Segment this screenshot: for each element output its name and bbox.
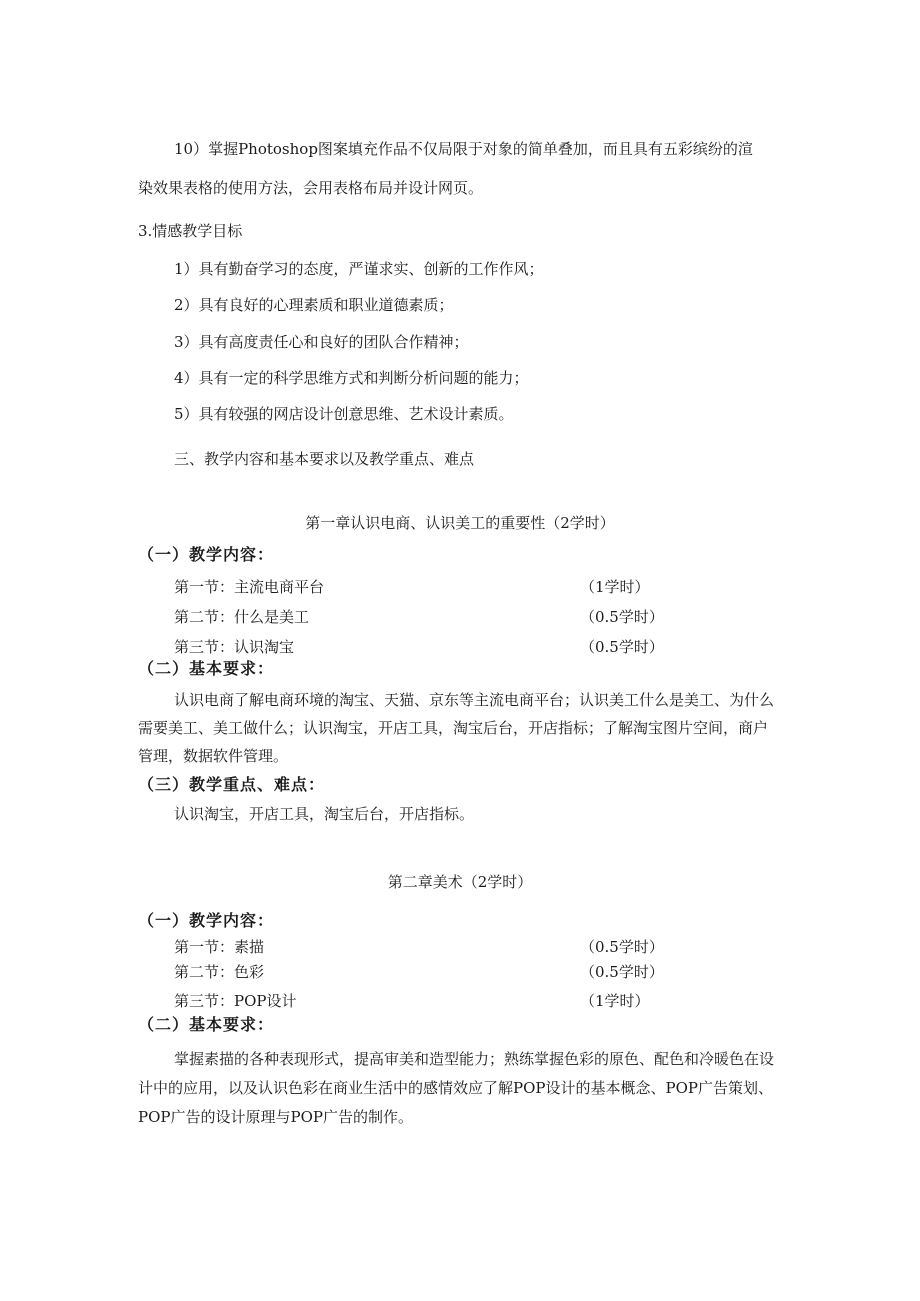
chapter-2-section-hours: （1学时）	[580, 992, 650, 1010]
chapter-2-requirements-line: 掌握素描的各种表现形式，提高审美和造型能力；熟练掌握色彩的原色、配色和冷暖色在设	[174, 1050, 775, 1068]
chapter-1-requirements-line: 需要美工、美工做什么；认识淘宝，开店工具，淘宝后台，开店指标；了解淘宝图片空间，商户	[138, 719, 769, 737]
affective-item: 4）具有一定的科学思维方式和判断分析问题的能力；	[174, 369, 529, 387]
affective-item: 3）具有高度责任心和良好的团队合作精神；	[174, 333, 469, 351]
section-3-heading: 三、教学内容和基本要求以及教学重点、难点	[174, 450, 475, 468]
chapter-2-section-name: 第三节：POP设计	[174, 992, 297, 1010]
affective-heading: 3.情感教学目标	[138, 222, 243, 240]
chapter-1-requirements-line: 认识电商了解电商环境的淘宝、天猫、京东等主流电商平台；认识美工什么是美工、为什么	[174, 691, 775, 709]
chapter-2-content-heading: （一）教学内容：	[138, 911, 275, 930]
chapter-2-section-hours: （0.5学时）	[580, 963, 664, 981]
chapter-1-section-name: 第二节：什么是美工	[174, 608, 310, 626]
chapter-1-section-hours: （0.5学时）	[580, 608, 664, 626]
chapter-1-requirements-heading: （二）基本要求：	[138, 659, 275, 678]
chapter-1-section-name: 第一节：主流电商平台	[174, 578, 325, 596]
item-10-line-1: 10）掌握Photoshop图案填充作品不仅局限于对象的简单叠加，而且具有五彩缤纷的渲	[174, 140, 753, 158]
chapter-1-key-points-text: 认识淘宝，开店工具，淘宝后台，开店指标。	[174, 805, 475, 823]
affective-item: 1）具有勤奋学习的态度，严谨求实、创新的工作作风；	[174, 260, 544, 278]
chapter-1-section-name: 第三节：认识淘宝	[174, 638, 295, 656]
item-10-line-2: 染效果表格的使用方法，会用表格布局并设计网页。	[138, 179, 484, 197]
affective-item: 2）具有良好的心理素质和职业道德素质；	[174, 296, 454, 314]
chapter-1-section-hours: （0.5学时）	[580, 638, 664, 656]
chapter-2-requirements-heading: （二）基本要求：	[138, 1015, 275, 1034]
chapter-2-title: 第二章美术（2学时）	[387, 873, 533, 891]
chapter-2-section-name: 第二节：色彩	[174, 963, 265, 981]
chapter-1-content-heading: （一）教学内容：	[138, 545, 275, 564]
chapter-2-requirements-line: 计中的应用，以及认识色彩在商业生活中的感情效应了解POP设计的基本概念、POP广告策划、	[138, 1079, 773, 1097]
chapter-2-requirements-line: POP广告的设计原理与POP广告的制作。	[138, 1108, 413, 1126]
chapter-1-section-hours: （1学时）	[580, 578, 650, 596]
chapter-1-key-points-heading: （三）教学重点、难点：	[138, 775, 326, 794]
affective-item: 5）具有较强的网店设计创意思维、艺术设计素质。	[174, 405, 514, 423]
chapter-1-title: 第一章认识电商、认识美工的重要性（2学时）	[305, 514, 615, 532]
chapter-2-section-name: 第一节：素描	[174, 938, 265, 956]
chapter-2-section-hours: （0.5学时）	[580, 938, 664, 956]
chapter-1-requirements-line: 管理，数据软件管理。	[138, 747, 289, 765]
